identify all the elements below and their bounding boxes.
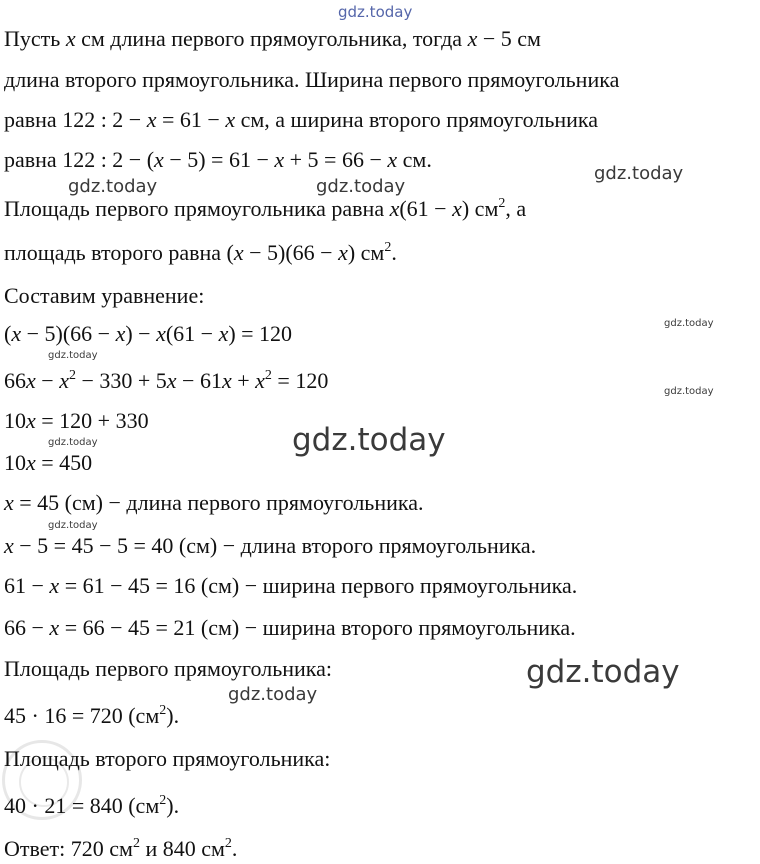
watermark-text: gdz.today <box>316 176 406 197</box>
text-line: площадь второго равна (x − 5)(66 − x) $см^2$. <box>4 240 397 265</box>
watermark-text: gdz.today <box>526 654 680 690</box>
equation-line: 61 − x = 61 − 45 = 16 (см) − ширина первого прямоугольника. <box>4 573 578 598</box>
watermark-text: gdz.today <box>228 684 318 705</box>
equation-line: 40 · 21 = 840 $(см^2)$. <box>4 793 180 818</box>
equation-line: x = 45 (см) − длина первого прямоугольника. <box>4 490 424 515</box>
equation-line: $66x - x^2 - 330 + 5x - 61x + x^2 = 120$ <box>4 368 329 393</box>
equation-line: 10x = 450 <box>4 450 93 475</box>
text-line: равна 122 : 2 − (x − 5) = 61 − x + 5 = 66 − x см. <box>4 147 432 172</box>
text-line: равна 122 : 2 − x = 61 − x см, а ширина второго прямоугольника <box>4 107 599 132</box>
watermark-text: gdz.today <box>48 520 98 531</box>
watermark-text: gdz.today <box>664 318 714 329</box>
watermark-text: gdz.today <box>68 176 158 197</box>
watermark-text: gdz.today <box>594 163 684 184</box>
answer-line: Ответ: 720 $см^2$ и 840 $см^2$. <box>4 836 238 861</box>
watermark-text: gdz.today <box>292 422 446 458</box>
equation-line: x − 5 = 45 − 5 = 40 (см) − длина второго прямоугольника. <box>4 533 537 558</box>
watermark-text: gdz.today <box>48 437 98 448</box>
equation-line: 66 − x = 66 − 45 = 21 (см) − ширина второго прямоугольника. <box>4 615 576 640</box>
watermark-text: gdz.today <box>338 3 413 21</box>
equation-line: (x − 5)(66 − x) − x(61 − x) = 120 <box>4 321 293 346</box>
text-line: Пусть x см длина первого прямоугольника, тогда x − 5 см <box>4 26 541 51</box>
equation-line: 10x = 120 + 330 <box>4 408 149 433</box>
watermark-text: gdz.today <box>664 386 714 397</box>
text-line: Площадь первого прямоугольника: <box>4 656 333 681</box>
text-line: Площадь первого прямоугольника равна x(61 − x) $см^2$, а <box>4 196 527 221</box>
text-line: длина второго прямоугольника. Ширина первого прямоугольника <box>4 67 620 92</box>
text-line: Площадь второго прямоугольника: <box>4 746 331 771</box>
equation-line: 45 · 16 = 720 $(см^2)$. <box>4 703 180 728</box>
watermark-text: gdz.today <box>48 350 98 361</box>
text-line: Составим уравнение: <box>4 283 205 308</box>
